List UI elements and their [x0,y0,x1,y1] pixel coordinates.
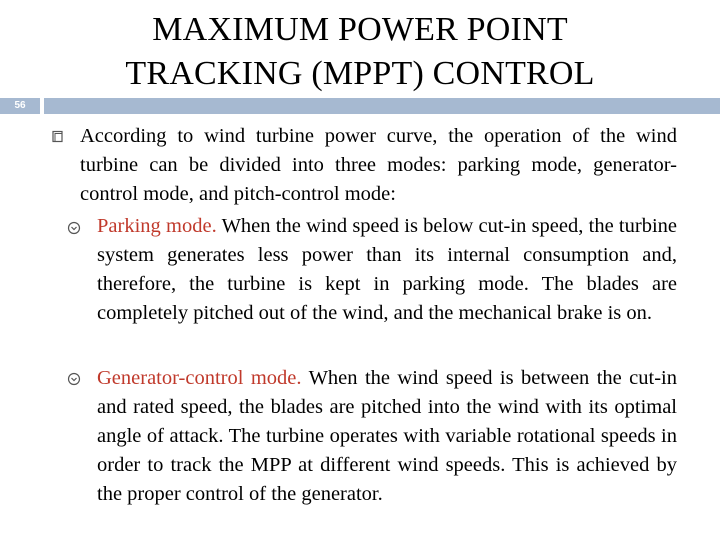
generator-control-mode-text: When the wind speed is between the cut-in and rated speed, the blades are pitched into the wind with its optimal angle of attack. The turbine operates with variable rotational speeds in order to track the MPP at different wind speeds. This is achieved by the proper control of the generator. [97,367,677,505]
parking-mode-item [97,212,677,328]
slide-title [0,8,720,96]
header-divider-bar [44,98,720,114]
intro-paragraph: According to wind turbine power curve, the operation of the wind turbine can be divided into three modes: parking mode, generator-control mode, and pitch-control mode: [80,125,677,205]
generator-control-mode-item [97,364,677,509]
title-line-2: TRACKING (MPPT) CONTROL [125,55,595,92]
circle-chevron-bullet-icon [67,221,81,235]
circle-chevron-bullet-icon [67,372,81,386]
generator-control-mode-term: Generator-control mode. [97,367,302,389]
square-bullet-icon [51,130,65,144]
title-line-1: MAXIMUM POWER POINT [152,11,568,48]
parking-mode-text: When the wind speed is below cut-in speed, the turbine system generates less power than its internal consumption and, therefore, the turbine is kept in parking mode. The blades are completely pitched out of the wind, and the mechanical brake is on. [97,215,677,324]
page-number: 56 [0,98,40,114]
parking-mode-term: Parking mode. [97,215,217,237]
